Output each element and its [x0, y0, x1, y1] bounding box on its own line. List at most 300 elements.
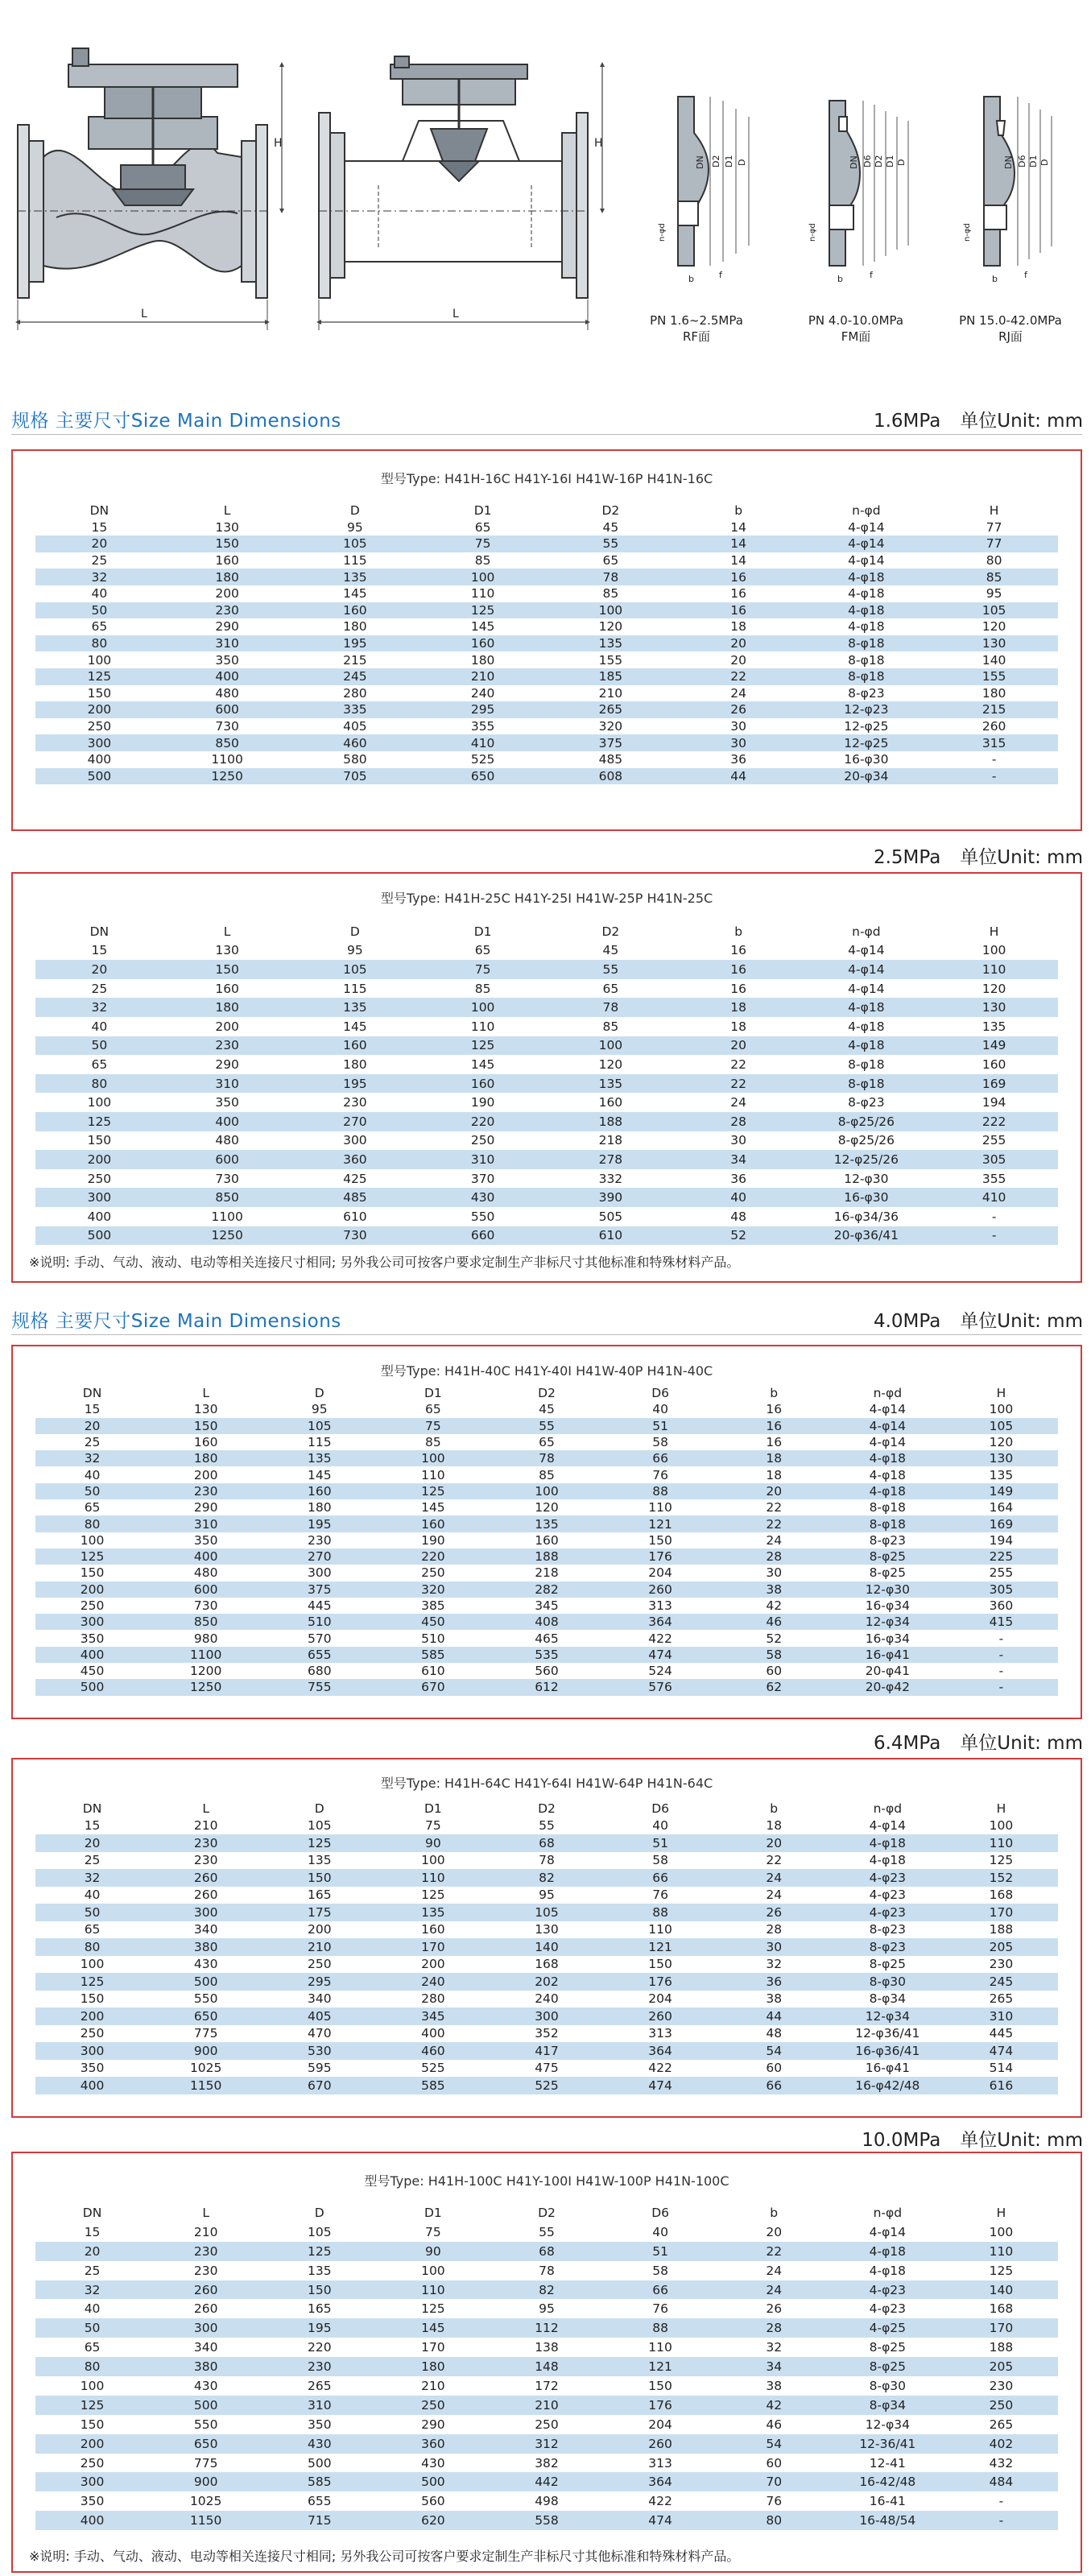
table-cell: 4-φ14	[869, 2224, 907, 2239]
table-cell: 130	[215, 519, 239, 535]
table-cell: 8-φ23	[831, 1938, 944, 1956]
table-cell: 525	[470, 752, 495, 767]
table-cell: 730	[215, 719, 239, 734]
table-cell: 8-φ25	[869, 1565, 907, 1581]
table-cell: 595	[307, 2061, 332, 2076]
dimensions-table-40	[35, 1385, 1058, 1696]
table-row	[35, 635, 1058, 652]
table-cell: 155	[598, 652, 623, 668]
table-cell: 90	[376, 2242, 490, 2261]
table-cell: 12-φ25	[844, 719, 889, 734]
table-row	[35, 1036, 1058, 1056]
table-cell: 425	[343, 1171, 367, 1186]
table-cell: -	[998, 1664, 1004, 1679]
table-row	[35, 2454, 1058, 2473]
table-cell: 510	[262, 1614, 376, 1630]
pressure-100: 10.0MPa	[862, 2130, 941, 2151]
column-header: D1	[473, 503, 492, 519]
table-cell: 16-φ34/36	[833, 1209, 899, 1224]
table-cell: 312	[490, 2434, 603, 2454]
table-cell: 410	[930, 1188, 1058, 1207]
table-cell: 8-φ25	[831, 2357, 944, 2376]
rf-DN-label: DN	[695, 155, 705, 169]
table-cell: 22	[717, 2242, 831, 2261]
table-cell: 15	[84, 2224, 101, 2239]
table-cell: 220	[376, 1548, 490, 1565]
pressure-header-64	[874, 1728, 1083, 1755]
table-cell: 8-φ25	[869, 1957, 907, 1972]
table-cell: 480	[215, 1133, 239, 1148]
table-cell: 290	[215, 619, 239, 635]
table-cell: 260	[604, 2434, 717, 2454]
table-cell: 40	[91, 586, 108, 602]
table-cell: 16	[730, 981, 746, 996]
table-cell: 125	[421, 2301, 445, 2317]
table-cell: 408	[490, 1614, 603, 1630]
table-cell: 4-φ14	[803, 960, 931, 979]
table-cell: 380	[149, 2357, 262, 2376]
table-cell: 4-φ14	[848, 553, 885, 569]
table-cell: 130	[215, 943, 239, 958]
table-cell: 900	[149, 2042, 262, 2060]
table-cell: 170	[944, 1904, 1058, 1921]
table-cell: 390	[547, 1188, 675, 1207]
table-row	[35, 1093, 1058, 1112]
table-cell: 18	[717, 1450, 831, 1466]
table-cell: -	[944, 2511, 1058, 2530]
table-cell: 78	[539, 2263, 555, 2278]
table-cell: 24	[766, 2263, 783, 2278]
table-cell: 66	[604, 1450, 717, 1466]
table-cell: 95	[347, 943, 363, 958]
table-cell: 70	[717, 2472, 831, 2491]
table-cell: 12-φ25	[803, 734, 931, 751]
table-cell: 80	[35, 2357, 149, 2376]
table-row	[35, 2222, 1058, 2242]
table-cell: 400	[163, 1112, 291, 1131]
column-header: L	[223, 503, 231, 519]
table-cell: 105	[307, 1818, 332, 1834]
table-cell: 500	[35, 768, 163, 785]
table-cell: 280	[343, 685, 367, 701]
table-cell: 240	[376, 1973, 490, 1991]
table-cell: 58	[717, 1647, 831, 1663]
table-cell: 300	[35, 1188, 163, 1207]
table-cell: 350	[307, 2417, 332, 2432]
table-cell: 145	[470, 619, 495, 635]
table-cell: 188	[989, 2340, 1014, 2355]
table-row	[35, 1055, 1058, 1074]
table-cell: 46	[717, 1614, 831, 1630]
model-25: 型号Type: H41H-25C H41Y-25I H41W-25P H41N-25C	[380, 891, 713, 906]
table-cell: 250	[80, 2455, 105, 2471]
column-header: D	[349, 503, 360, 519]
table-row	[35, 1869, 1058, 1887]
table-cell: 200	[35, 701, 163, 718]
table-cell: 24	[730, 1095, 746, 1110]
table-cell: 28	[766, 1922, 783, 1937]
table-cell: 140	[944, 2280, 1058, 2300]
table-cell: 4-φ18	[831, 1483, 944, 1499]
table-cell: 655	[262, 1647, 376, 1663]
table-cell: 180	[981, 685, 1006, 701]
table-row	[35, 718, 1058, 735]
table-cell: 45	[602, 519, 619, 535]
face-label-fm	[779, 312, 932, 345]
table-cell: 4-φ23	[831, 1869, 944, 1887]
table-cell: 430	[262, 2434, 376, 2454]
table-cell: -	[991, 752, 997, 767]
table-cell: 188	[547, 1112, 675, 1131]
table-cell: 450	[80, 1664, 105, 1679]
table-row	[35, 552, 1058, 569]
rj-b-label: b	[992, 274, 998, 284]
table-row	[35, 2491, 1058, 2511]
table-cell: 616	[944, 2077, 1058, 2094]
table-cell: 105	[944, 1418, 1058, 1434]
table-cell: 110	[648, 1500, 672, 1515]
table-cell: 150	[87, 685, 112, 701]
rf-nd-label: n-φd	[658, 223, 667, 242]
table-cell: 1100	[149, 1647, 262, 1663]
table-row	[35, 1017, 1058, 1036]
rj-nd-label: n-φd	[963, 223, 972, 242]
face-fm-type: FM面	[841, 329, 871, 344]
table-cell: 110	[944, 1834, 1058, 1852]
face-rf-pressure: PN 1.6~2.5MPa	[650, 313, 743, 328]
table-cell: 370	[470, 1171, 495, 1186]
table-cell: 755	[262, 1679, 376, 1695]
table-cell: 112	[490, 2318, 603, 2338]
table-cell: 45	[602, 943, 619, 958]
table-cell: 200	[35, 2434, 149, 2454]
table-cell: 100	[87, 1095, 112, 1110]
table-row	[35, 1973, 1058, 1991]
table-cell: 250	[470, 1133, 495, 1148]
table-cell: 140	[981, 652, 1006, 668]
table-cell: 300	[35, 2472, 149, 2491]
table-cell: 20	[717, 1834, 831, 1852]
table-cell: 100	[490, 1483, 603, 1499]
table-cell: 485	[598, 752, 623, 767]
table-cell: 195	[262, 1515, 376, 1532]
table-cell: 1025	[189, 2494, 222, 2509]
table-row	[35, 1499, 1058, 1515]
table-cell: 4-φ23	[831, 2280, 944, 2300]
table-cell: 65	[425, 1402, 441, 1417]
table-cell: 8-φ30	[869, 2378, 907, 2393]
table-cell: 16	[730, 943, 746, 958]
table-cell: 130	[944, 1450, 1058, 1466]
table-row	[35, 519, 1058, 536]
table-cell: 352	[535, 2026, 559, 2041]
rf-f-label: f	[719, 270, 722, 280]
table-cell: 32	[766, 2340, 783, 2355]
table-cell: 115	[343, 553, 367, 569]
table-cell: 75	[419, 535, 547, 552]
table-cell: 135	[262, 1450, 376, 1466]
table-cell: 105	[307, 2224, 332, 2239]
table-cell: 78	[539, 1853, 555, 1868]
table-cell: 65	[84, 1922, 101, 1937]
table-cell: 525	[421, 2061, 445, 2076]
table-cell: 150	[262, 1869, 376, 1887]
table-cell: 313	[648, 2455, 672, 2471]
table-cell: 500	[149, 1973, 262, 1991]
table-cell: 200	[35, 1150, 163, 1169]
table-cell: 300	[307, 1565, 332, 1581]
table-cell: 65	[84, 1500, 101, 1515]
table-cell: 20	[35, 1834, 149, 1852]
model-16: 型号Type: H41H-16C H41Y-16I H41W-16P H41N-16C	[380, 471, 713, 486]
table-cell: 600	[163, 1150, 291, 1169]
table-row	[35, 1131, 1058, 1151]
table-cell: 218	[535, 1565, 559, 1581]
table-cell: 44	[675, 768, 803, 785]
table-cell: 230	[989, 2378, 1014, 2393]
table-cell: 210	[193, 1818, 218, 1834]
table-cell: 130	[930, 635, 1058, 652]
table-cell: 620	[376, 2511, 490, 2530]
table-cell: 680	[307, 1664, 332, 1679]
table-cell: 36	[717, 1973, 831, 1991]
table-cell: 430	[421, 2455, 445, 2471]
table-cell: 105	[930, 602, 1058, 619]
table-cell: 180	[163, 998, 291, 1017]
column-header: D1	[473, 924, 492, 939]
table-cell: 18	[766, 1467, 783, 1482]
table-cell: 12-φ23	[803, 701, 931, 718]
flange-rj-detail	[984, 97, 1015, 266]
rf-D2-label: D2	[711, 155, 721, 167]
table-cell: 25	[84, 1853, 101, 1868]
table-cell: 8-φ18	[831, 1515, 944, 1532]
table-cell: 155	[930, 668, 1058, 685]
table-row	[35, 2472, 1058, 2491]
table-cell: 78	[547, 998, 675, 1017]
table-cell: 38	[717, 1582, 831, 1598]
table-cell: 980	[193, 1631, 218, 1646]
table-cell: 4-φ14	[848, 981, 885, 996]
table-box-16	[11, 449, 1082, 831]
table-cell: 125	[989, 2263, 1014, 2278]
table-cell: 660	[419, 1226, 547, 1246]
table-cell: 82	[490, 1869, 603, 1887]
table-cell: 26	[766, 2301, 783, 2317]
table-cell: 110	[930, 960, 1058, 979]
table-cell: 705	[291, 768, 419, 785]
section-rule-1	[11, 434, 1082, 435]
table-cell: 48	[766, 2026, 783, 2041]
table-cell: 100	[989, 2224, 1014, 2239]
table-cell: 484	[944, 2472, 1058, 2491]
table-cell: 76	[652, 2301, 668, 2317]
table-cell: 12-φ30	[844, 1171, 889, 1186]
table-row	[35, 1466, 1058, 1482]
table-cell: 775	[193, 2455, 218, 2471]
table-cell: 290	[193, 1500, 218, 1515]
table-cell: 1250	[163, 768, 291, 785]
table-cell: 230	[262, 2357, 376, 2376]
table-cell: 190	[470, 1095, 495, 1110]
table-row	[35, 1188, 1058, 1207]
table-cell: 80	[35, 1515, 149, 1532]
table-cell: 100	[989, 1818, 1014, 1834]
table-cell: 150	[648, 2378, 672, 2393]
table-row	[35, 2396, 1058, 2415]
table-cell: 4-φ14	[869, 1818, 907, 1834]
dimensions-table-100	[35, 2203, 1058, 2530]
table-cell: 505	[598, 1209, 623, 1224]
table-cell: 850	[163, 1188, 291, 1207]
table-cell: 14	[675, 535, 803, 552]
table-cell: 105	[291, 960, 419, 979]
column-header: D2	[601, 924, 620, 939]
table-cell: 16	[675, 960, 803, 979]
table-cell: 350	[215, 652, 239, 668]
table-cell: 85	[602, 1019, 619, 1034]
table-cell: 120	[598, 619, 623, 635]
table-cell: 100	[80, 2378, 105, 2393]
table-cell: 22	[766, 1853, 783, 1868]
table-cell: 195	[262, 2318, 376, 2338]
table-cell: 1150	[149, 2077, 262, 2094]
table-cell: 382	[535, 2455, 559, 2471]
table-cell: 400	[87, 1209, 112, 1224]
table-cell: 16	[766, 1402, 783, 1417]
table-cell: 422	[648, 2494, 672, 2509]
table-cell: 145	[343, 1019, 367, 1034]
section-rule-2	[11, 1334, 1082, 1335]
table-cell: 185	[547, 668, 675, 685]
table-cell: 200	[215, 586, 239, 602]
table-cell: 149	[944, 1483, 1058, 1499]
table-cell: -	[998, 2494, 1004, 2509]
table-cell: 270	[291, 1112, 419, 1131]
table-cell: 402	[944, 2434, 1058, 2454]
table-cell: 138	[535, 2340, 559, 2355]
column-header: n-φd	[852, 503, 881, 519]
column-header: L	[202, 1386, 209, 1401]
table-cell: 524	[648, 1664, 672, 1679]
table-cell: 95	[539, 2301, 555, 2317]
table-cell: 125	[419, 1036, 547, 1056]
table-cell: 585	[262, 2472, 376, 2491]
table-cell: 340	[193, 2340, 218, 2355]
table-cell: 145	[376, 2318, 490, 2338]
table-cell: 14	[730, 553, 746, 569]
table-cell: 260	[193, 1888, 218, 1903]
table-cell: 160	[598, 1095, 623, 1110]
table-cell: 32	[35, 998, 163, 1017]
table-cell: 350	[80, 2494, 105, 2509]
table-cell: 135	[989, 1467, 1014, 1482]
table-cell: 85	[474, 981, 491, 996]
table-cell: 422	[648, 2061, 672, 2076]
table-cell: -	[944, 1647, 1058, 1663]
table-cell: 160	[419, 1074, 547, 1094]
table-cell: 110	[470, 1019, 495, 1034]
table-row	[35, 1956, 1058, 1974]
rj-D1-label: D1	[1028, 155, 1039, 167]
table-cell: 150	[262, 2280, 376, 2300]
column-header: D	[349, 924, 360, 939]
column-header: DN	[89, 503, 110, 519]
table-cell: 60	[766, 2455, 783, 2471]
table-cell: 282	[490, 1582, 603, 1598]
table-cell: 320	[598, 719, 623, 734]
table-cell: 610	[343, 1209, 367, 1224]
table-cell: 4-φ18	[803, 602, 931, 619]
table-cell: 120	[598, 1056, 623, 1072]
table-cell: 130	[930, 998, 1058, 1017]
table-cell: 265	[307, 2378, 332, 2393]
table-cell: 51	[604, 1834, 717, 1852]
table-cell: 250	[307, 1957, 332, 1972]
table-cell: 18	[766, 1818, 783, 1834]
table-cell: 22	[675, 1074, 803, 1094]
table-cell: 215	[343, 652, 367, 668]
table-row	[35, 1401, 1058, 1417]
table-cell: 65	[474, 519, 491, 535]
table-cell: 1100	[211, 1209, 243, 1224]
table-cell: 16-φ36/41	[831, 2042, 944, 2060]
table-cell: 245	[944, 1973, 1058, 1991]
table-cell: 20	[730, 652, 746, 668]
table-cell: 160	[419, 635, 547, 652]
drawing1-H-label: H	[274, 137, 283, 150]
table-row	[35, 2376, 1058, 2396]
table-cell: 18	[675, 998, 803, 1017]
table-cell: 4-φ18	[869, 1467, 907, 1482]
face-rf-type: RF面	[682, 329, 711, 344]
table-cell: 30	[675, 734, 803, 751]
table-cell: 85	[930, 569, 1058, 585]
table-cell: 16-φ41	[831, 1647, 944, 1663]
table-cell: 65	[84, 2340, 101, 2355]
table-cell: 95	[539, 1888, 555, 1903]
table-cell: 250	[944, 2396, 1058, 2415]
table-cell: 24	[730, 685, 746, 701]
table-cell: 290	[215, 1056, 239, 1072]
table-row	[35, 1207, 1058, 1226]
table-cell: 176	[604, 1548, 717, 1565]
table-cell: 58	[652, 1435, 668, 1450]
table-cell: 430	[419, 1188, 547, 1207]
table-cell: 415	[944, 1614, 1058, 1630]
table-row	[35, 751, 1058, 768]
table-cell: 4-φ14	[848, 519, 885, 535]
table-cell: 148	[490, 2357, 603, 2376]
table-cell: 125	[35, 1548, 149, 1565]
table-row	[35, 535, 1058, 552]
table-cell: 16	[675, 569, 803, 585]
table-row	[35, 602, 1058, 619]
table-row	[35, 998, 1058, 1017]
table-cell: 176	[604, 2396, 717, 2415]
table-cell: 188	[989, 1922, 1014, 1937]
table-cell: 230	[163, 602, 291, 619]
table-cell: 385	[421, 1598, 445, 1613]
table-cell: 295	[419, 701, 547, 718]
table-cell: 250	[80, 2026, 105, 2041]
table-cell: 8-φ18	[803, 668, 931, 685]
table-cell: 120	[981, 619, 1006, 635]
face-label-rj	[934, 312, 1087, 345]
table-cell: 36	[730, 752, 746, 767]
table-cell: 28	[675, 1112, 803, 1131]
table-cell: 180	[343, 1056, 367, 1072]
